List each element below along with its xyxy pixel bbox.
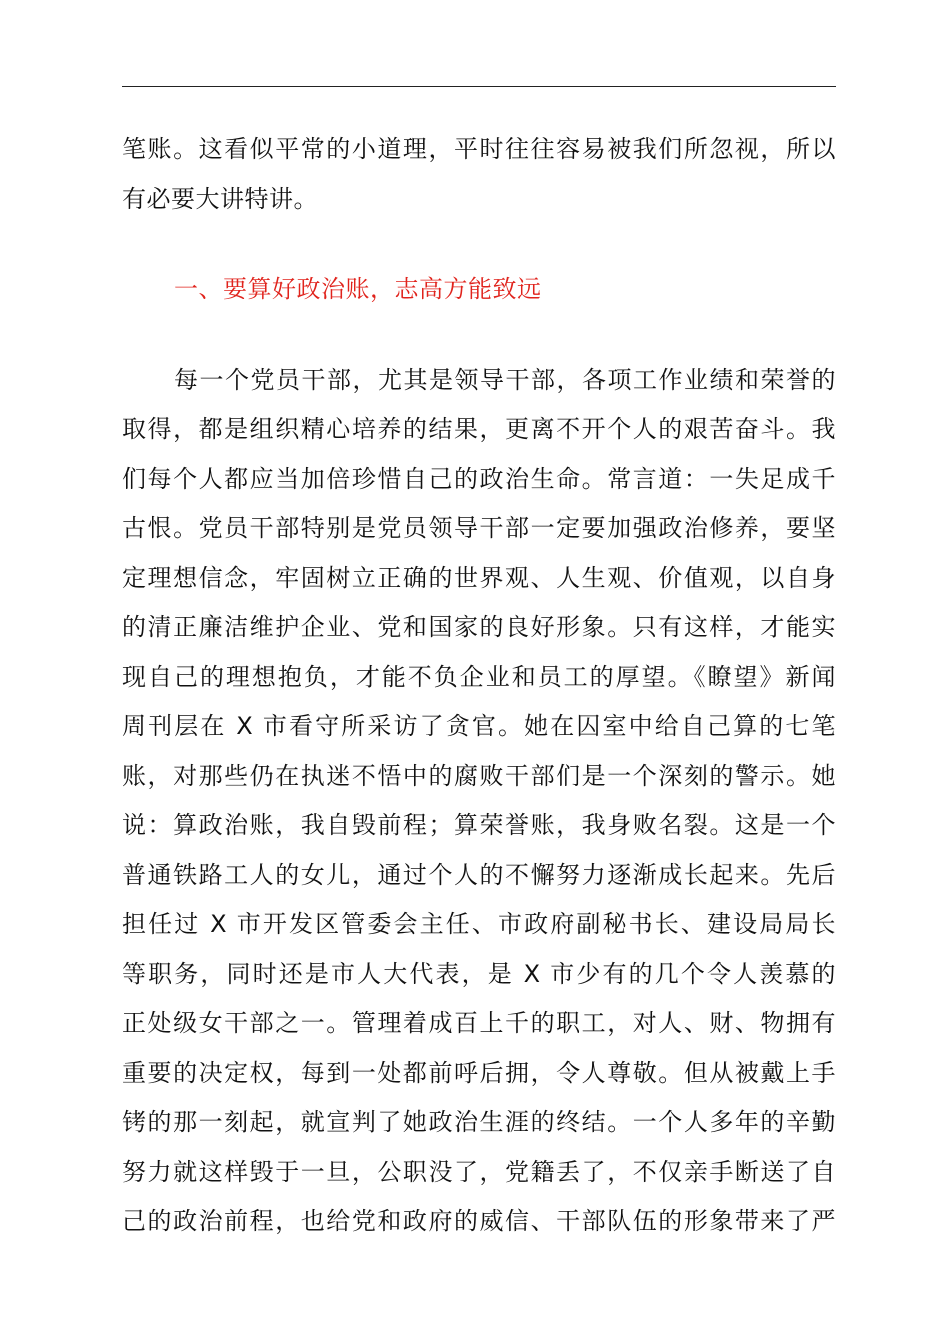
paragraph-line: 铐的那一刻起，就宣判了她政治生涯的终结。一个人多年的辛勤	[122, 1108, 836, 1136]
spacer	[122, 224, 836, 265]
intro-line: 有必要大讲特讲。	[122, 184, 318, 213]
paragraph-line: 普通铁路工人的女儿，通过个人的不懈努力逐渐成长起来。先后	[122, 860, 836, 889]
paragraph-line: 说：算政治账，我自毁前程；算荣誉账，我身败名裂。这是一个	[122, 811, 836, 839]
paragraph-line: 每一个党员干部，尤其是领导干部，各项工作业绩和荣誉的	[174, 365, 836, 394]
paragraph-line: 取得，都是组织精心培养的结果，更离不开个人的艰苦奋斗。我	[122, 415, 836, 443]
section-heading: 一、要算好政治账，志高方能致远	[174, 275, 542, 303]
spacer	[122, 315, 836, 356]
paragraph-line: 们每个人都应当加倍珍惜自己的政治生命。常言道：一失足成千	[122, 464, 836, 493]
paragraph-line: 正处级女干部之一。管理着成百上千的职工，对人、财、物拥有	[122, 1009, 836, 1037]
paragraph-line: 己的政治前程，也给党和政府的威信、干部队伍的形象带来了严	[122, 1207, 836, 1235]
paragraph-line: 周刊层在 X 市看守所采访了贪官。她在囚室中给自己算的七笔	[122, 712, 836, 740]
paragraph-line: 等职务，同时还是市人大代表，是 X 市少有的几个令人羡慕的	[122, 959, 836, 988]
paragraph-line: 古恨。党员干部特别是党员领导干部一定要加强政治修养，要坚	[122, 514, 836, 542]
paragraph-line: 定理想信念，牢固树立正确的世界观、人生观、价值观，以自身	[122, 563, 836, 592]
paragraph-line: 账，对那些仍在执迷不悟中的腐败干部们是一个深刻的警示。她	[122, 761, 836, 790]
paragraph-line: 重要的决定权，每到一处都前呼后拥，令人尊敬。但从被戴上手	[122, 1058, 836, 1087]
header-rule	[122, 86, 836, 87]
paragraph-line: 努力就这样毁于一旦，公职没了，党籍丢了，不仅亲手断送了自	[122, 1157, 836, 1186]
document-body	[122, 125, 836, 1247]
paragraph-line: 担任过 X 市开发区管委会主任、市政府副秘书长、建设局局长	[122, 910, 836, 938]
paragraph-line: 现自己的理想抱负，才能不负企业和员工的厚望。《瞭望》新闻	[122, 662, 836, 691]
intro-line: 笔账。这看似平常的小道理，平时往往容易被我们所忽视，所以	[122, 135, 836, 163]
paragraph-line: 的清正廉洁维护企业、党和国家的良好形象。只有这样，才能实	[122, 613, 836, 641]
